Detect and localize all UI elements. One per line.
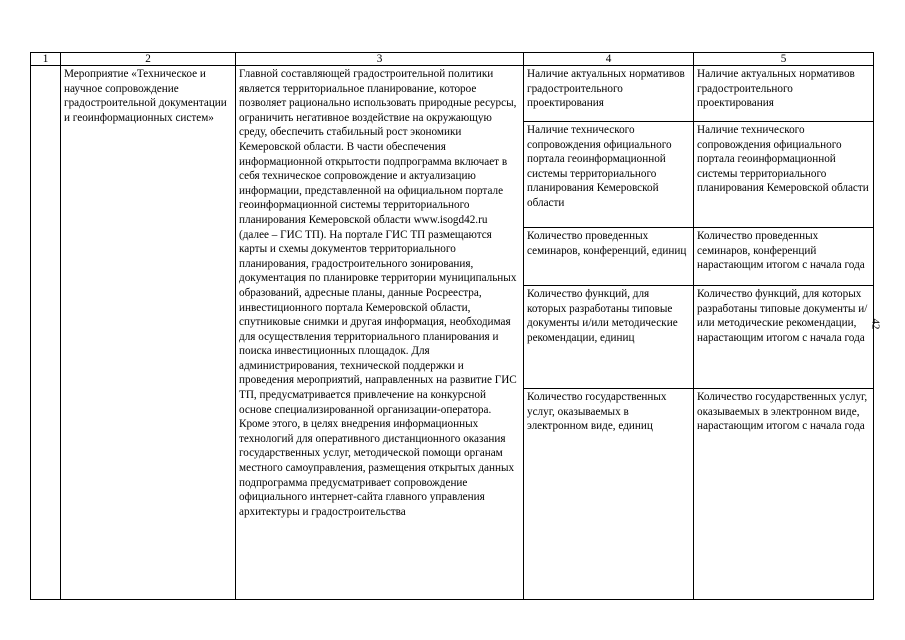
indicator-item: Количество государственных услуг, оказываемых в электронном виде, единиц [527,391,667,433]
indicator-item: Наличие актуальных нормативов градостроительного проектирования [524,66,693,122]
program-table [30,52,874,600]
indicator-unit-item: Количество государственных услуг, оказываемых в электронном виде, нарастающим итогом с начала года [697,391,868,433]
header-col-4: 4 [524,53,694,66]
measure-description-cell: Главной составляющей градостроительной политики является территориальное планирование, которое позволяет рационально использовать природные ресурсы, ограничить негативное воздействие на окружающую среду, обеспечить стабильный рост экономики Кемеровской области. В части обеспечения информационной открытости подпрограмма включает в себя техническое сопровождение и актуализацию информации, представленной на официальном портале геоинформационной системы территориального планирования Кемеровской области www.isogd42.ru (далее – ГИС ТП). На портале ГИС ТП размещаются карты и схемы документов территориального планирования, градостроительного зонирования, документация по планировке территории муниципальных образований, адресные планы, данные Росреестра, инвестиционного портала Кемеровской области, спутниковые снимки и другая информация, необходимая для осуществления территориального планирования и поиска инвестиционных площадок. Для администрирования, технической поддержки и проведения мероприятий, направленных на развитие ГИС ТП, предусматривается привлечение на конкурсной основе специализированной организации-оператора. Кроме этого, в целях внедрения информационных технологий для оперативного дистанционного оказания государственных услуг, методической помощи органам местного самоуправления, размещения открытых данных подпрограмма предусматривает сопровождение официального интернет-сайта главного управления архитектуры и градостроительства [236,66,524,600]
indicator-item: Наличие технического сопровождения официального портала геоинформационной системы территориального планирования Кемеровской области [524,122,693,228]
indicator-unit-item: Наличие технического сопровождения официального портала геоинформационной системы территориального планирования Кемеровской области [694,122,873,228]
indicator-item: Количество проведенных семинаров, конференций, единиц [524,228,693,286]
page-number: 42 [869,318,882,330]
indicator-item: Количество функций, для которых разработаны типовые документы и/или методические рекомендации, единиц [524,286,693,389]
indicators-cell [524,66,694,600]
header-col-1: 1 [31,53,61,66]
table-row [31,66,874,600]
header-col-3: 3 [236,53,524,66]
row-number-cell [31,66,61,600]
indicator-unit-item: Наличие актуальных нормативов градостроительного проектирования [694,66,873,122]
header-col-5: 5 [694,53,874,66]
header-col-2: 2 [61,53,236,66]
indicator-units-cell [694,66,874,600]
indicator-unit-item: Количество проведенных семинаров, конференций нарастающим итогом с начала года [694,228,873,286]
indicator-unit-item: Количество функций, для которых разработаны типовые документы и/или методические рекомендации, нарастающим итогом с начала года [694,286,873,389]
measure-name-cell: Мероприятие «Техническое и научное сопровождение градостроительной документации и геоинформационных систем» [61,66,236,600]
header-row [31,53,874,66]
